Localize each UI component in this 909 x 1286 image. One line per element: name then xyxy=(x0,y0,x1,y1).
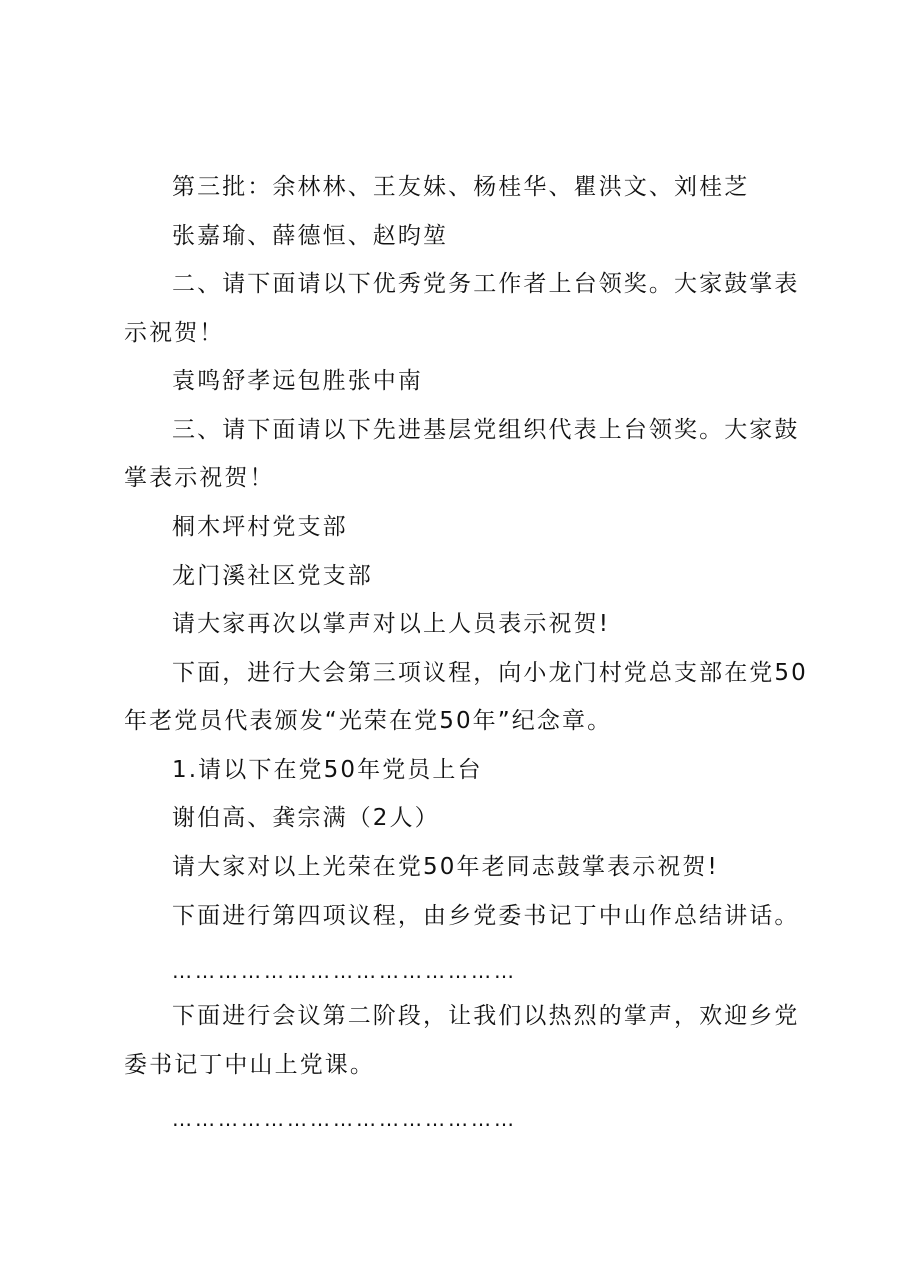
paragraph-second-stage-line2: 委书记丁中山上党课。 xyxy=(124,1052,375,1078)
paragraph-org-longmenxi: 龙门溪社区党支部 xyxy=(172,563,373,589)
paragraph-grassroots-line2: 掌表示祝贺！ xyxy=(124,465,275,491)
paragraph-members-on-stage: 1.请以下在党50年党员上台 xyxy=(172,757,483,783)
paragraph-org-tongmuping: 桐木坪村党支部 xyxy=(172,514,348,540)
paragraph-second-stage-line1: 下面进行会议第二阶段，让我们以热烈的掌声，欢迎乡党 xyxy=(172,1003,800,1029)
paragraph-applause-again: 请大家再次以掌声对以上人员表示祝贺! xyxy=(172,611,611,637)
paragraph-grassroots-line1: 三、请下面请以下先进基层党组织代表上台领奖。大家鼓 xyxy=(172,417,800,443)
ellipsis-divider-1: ……………………………………… xyxy=(172,959,517,983)
paragraph-third-agenda-line2: 年老党员代表颁发“光荣在党50年”纪念章。 xyxy=(124,708,613,734)
paragraph-third-batch-names: 张嘉瑜、薛德恒、赵昀堃 xyxy=(172,223,449,249)
paragraph-party-workers-line2: 示祝贺！ xyxy=(124,320,225,346)
ellipsis-divider-2: ……………………………………… xyxy=(172,1107,517,1131)
paragraph-party-workers-names: 袁鸣舒孝远包胜张中南 xyxy=(172,368,423,394)
paragraph-fourth-agenda: 下面进行第四项议程，由乡党委书记丁中山作总结讲话。 xyxy=(172,903,800,929)
paragraph-applause-veterans: 请大家对以上光荣在党50年老同志鼓掌表示祝贺! xyxy=(172,854,719,880)
paragraph-party-workers-line1: 二、请下面请以下优秀党务工作者上台领奖。大家鼓掌表 xyxy=(172,271,800,297)
paragraph-third-batch: 第三批：余林林、王友妹、杨桂华、瞿洪文、刘桂芝 xyxy=(172,174,750,200)
paragraph-members-names: 谢伯高、龚宗满（2人） xyxy=(172,805,440,831)
paragraph-third-agenda-line1: 下面，进行大会第三项议程，向小龙门村党总支部在党50 xyxy=(172,660,808,686)
